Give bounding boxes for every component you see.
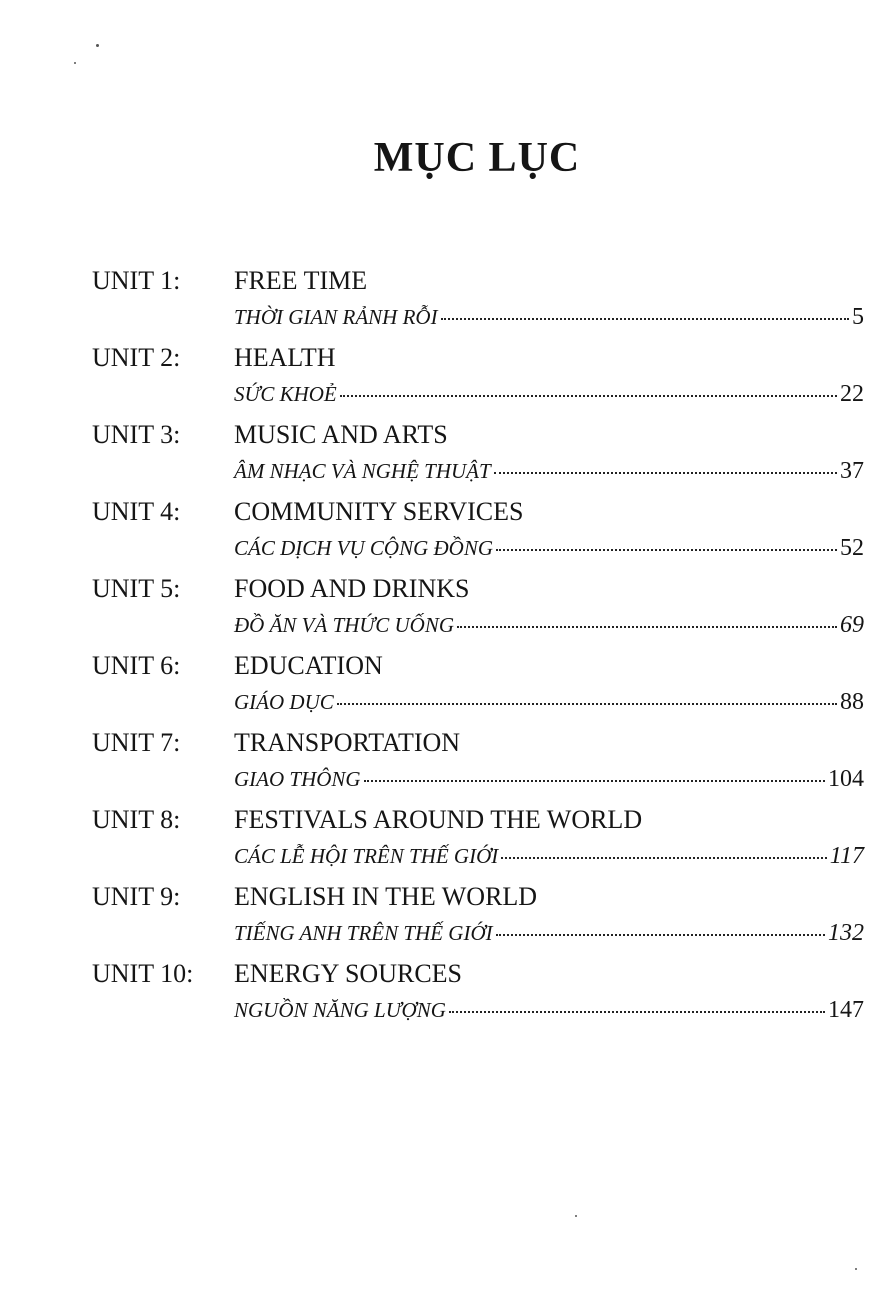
unit-subtitle: NGUỒN NĂNG LƯỢNG (234, 998, 446, 1022)
unit-subtitle: THỜI GIAN RẢNH RỖI (234, 305, 438, 329)
page-number: 5 (852, 304, 864, 330)
print-speck (575, 1215, 577, 1217)
page-number: 117 (829, 843, 864, 869)
page-number: 52 (840, 535, 864, 561)
toc-line (234, 920, 864, 947)
dot-leader (496, 549, 837, 551)
toc-line (234, 766, 864, 793)
page-number: 88 (840, 689, 864, 715)
toc-entry (0, 805, 884, 882)
toc-line (234, 612, 864, 639)
unit-subtitle: GIÁO DỤC (234, 690, 334, 714)
dot-leader (364, 780, 825, 782)
toc-line (234, 381, 864, 408)
unit-label: UNIT 9: (92, 882, 181, 911)
dot-leader (501, 857, 827, 859)
unit-label: UNIT 3: (92, 420, 181, 449)
unit-subtitle: CÁC LỄ HỘI TRÊN THẾ GIỚI (234, 844, 499, 868)
unit-subtitle: GIAO THÔNG (234, 767, 361, 791)
unit-subtitle: CÁC DỊCH VỤ CỘNG ĐỒNG (234, 536, 494, 560)
page-title: MỤC LỤC (373, 135, 581, 181)
page-number: 147 (828, 997, 864, 1023)
unit-label: UNIT 4: (92, 497, 181, 526)
dot-leader (337, 703, 837, 705)
unit-title: ENGLISH IN THE WORLD (234, 882, 538, 911)
print-speck (855, 1268, 857, 1270)
dot-leader (494, 472, 837, 474)
unit-title: FOOD AND DRINKS (234, 574, 470, 603)
toc-entry (0, 343, 884, 420)
toc-line (234, 304, 864, 331)
unit-title: COMMUNITY SERVICES (234, 497, 524, 526)
table-of-contents (0, 266, 884, 1036)
toc-entry (0, 420, 884, 497)
dot-leader (340, 395, 837, 397)
unit-label: UNIT 7: (92, 728, 181, 757)
unit-title: TRANSPORTATION (234, 728, 461, 757)
print-speck (74, 62, 76, 64)
unit-label: UNIT 1: (92, 266, 181, 295)
toc-line (234, 535, 864, 562)
unit-subtitle: TIẾNG ANH TRÊN THẾ GIỚI (234, 921, 493, 945)
page-number: 69 (840, 612, 864, 638)
dot-leader (496, 934, 825, 936)
toc-line (234, 997, 864, 1024)
toc-entry (0, 497, 884, 574)
page-number: 22 (840, 381, 864, 407)
toc-entry (0, 728, 884, 805)
unit-title: ENERGY SOURCES (234, 959, 463, 988)
unit-title: EDUCATION (234, 651, 383, 680)
page-number: 104 (828, 766, 864, 792)
toc-entry (0, 882, 884, 959)
unit-title: FREE TIME (234, 266, 368, 295)
dot-leader (449, 1011, 825, 1013)
toc-line (234, 689, 864, 716)
unit-label: UNIT 10: (92, 959, 194, 988)
print-speck (96, 44, 99, 47)
unit-subtitle: SỨC KHOẺ (234, 382, 337, 406)
unit-title: HEALTH (234, 343, 336, 372)
unit-title: FESTIVALS AROUND THE WORLD (234, 805, 643, 834)
dot-leader (441, 318, 849, 320)
unit-title: MUSIC AND ARTS (234, 420, 448, 449)
toc-entry (0, 651, 884, 728)
page-number: 37 (840, 458, 864, 484)
page-number: 132 (828, 920, 864, 946)
toc-entry (0, 574, 884, 651)
unit-label: UNIT 5: (92, 574, 181, 603)
toc-entry (0, 959, 884, 1036)
unit-label: UNIT 6: (92, 651, 181, 680)
unit-subtitle: ĐỒ ĂN VÀ THỨC UỐNG (234, 613, 455, 637)
toc-entry (0, 266, 884, 343)
dot-leader (457, 626, 837, 628)
toc-line (234, 843, 864, 870)
unit-subtitle: ÂM NHẠC VÀ NGHỆ THUẬT (234, 459, 491, 483)
unit-label: UNIT 2: (92, 343, 181, 372)
unit-label: UNIT 8: (92, 805, 181, 834)
toc-line (234, 458, 864, 485)
